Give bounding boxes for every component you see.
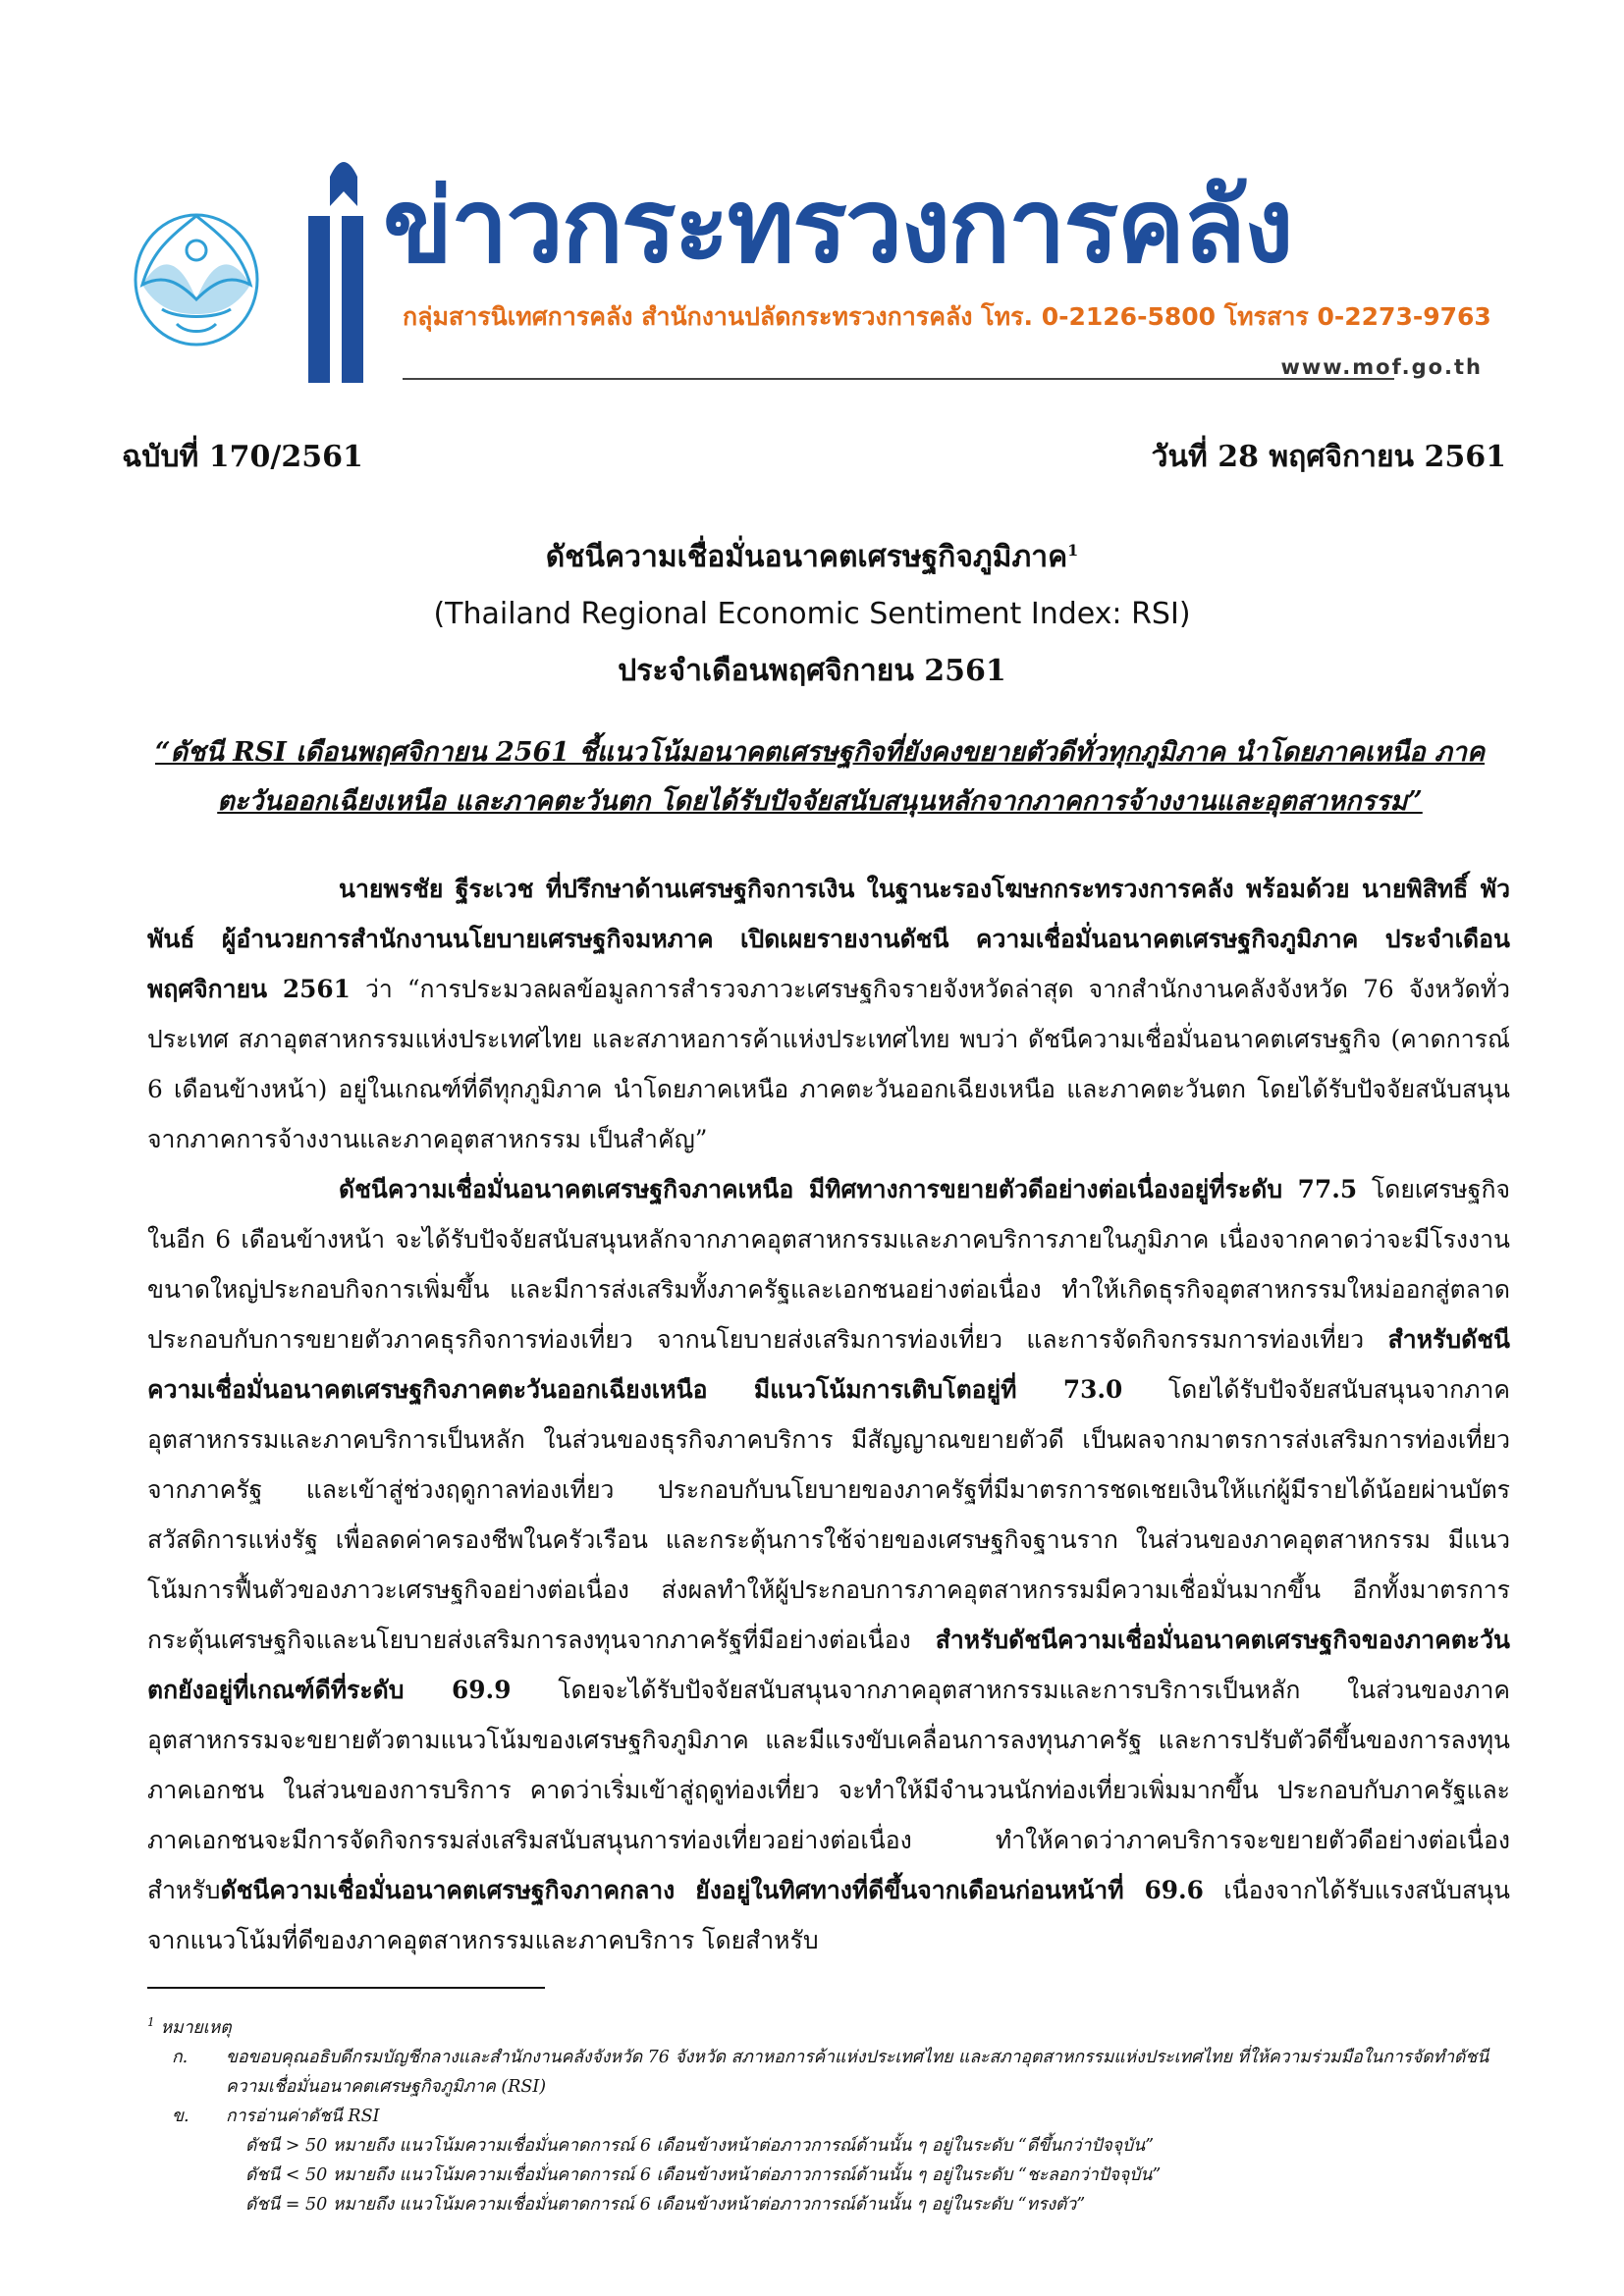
garuda-emblem-icon: [123, 191, 270, 358]
west-index-bold: สำหรับดัชนีความเชื่อมั่นอนาคตเศรษฐกิจของภาคตะวันตกยังอยู่ที่เกณฑ์ดีที่ระดับ 69.9: [147, 1626, 1510, 1704]
paragraph-1: [147, 864, 1510, 1164]
document-title: [98, 522, 1526, 700]
footnote-a-text: ขอขอบคุณอธิบดีกรมบัญชีกลางและสำนักงานคลังจังหวัด 76 จังหวัด สภาหอการค้าแห่งประเทศไทย และสภาอุตสาหกรรมแห่งประเทศไทย ที่ให้ความร่วมมือในการจัดทำดัชนีความเชื่อมั่นอนาคตเศรษฐกิจภูมิภาค (RSI): [226, 2047, 1489, 2097]
footnote-item-b: [147, 2102, 1512, 2131]
website-link[interactable]: www.mof.go.th: [1280, 355, 1483, 379]
footnote-item-a: [147, 2043, 1512, 2102]
paragraph-1-text: ว่า “การประมวลผลข้อมูลการสำรวจภาวะเศรษฐกิจรายจังหวัดล่าสุด จากสำนักงานคลังจังหวัด 76 จังหวัดทั่วประเทศ สภาอุตสาหกรรมแห่งประเทศไทย และสภาหอการค้าแห่งประเทศไทย พบว่า ดัชนีความเชื่อมั่นอนาคตเศรษฐกิจ (คาดการณ์ 6 เดือนข้างหน้า) อยู่ในเกณฑ์ที่ดีทุกภูมิภาค นำโดยภาคเหนือ ภาคตะวันออกเฉียงเหนือ และภาคตะวันตก โดยได้รับปัจจัยสนับสนุนจากภาคการจ้างงานและภาคอุตสาหกรรม เป็นสำคัญ”: [147, 975, 1510, 1153]
north-index-text: โดยเศรษฐกิจในอีก 6 เดือนข้างหน้า จะได้รับปัจจัยสนับสนุนหลักจากภาคอุตสาหกรรมและภาคบริการภายในภูมิภาค เนื่องจากคาดว่าจะมีโรงงานขนาดใหญ่ประกอบกิจการเพิ่มขึ้น และมีการส่งเสริมทั้งภาครัฐและเอกชนอย่างต่อเนื่อง ทำให้เกิดธุรกิจอุตสาหกรรมใหม่ออกสู่ตลาด ประกอบกับการขยายตัวภาคธุรกิจการท่องเที่ยว จากนโยบายส่งเสริมการท่องเที่ยว และการจัดกิจกรรมการท่องเที่ยว: [147, 1175, 1510, 1354]
title-english: (Thailand Regional Economic Sentiment Index: RSI): [433, 597, 1191, 631]
title-thai: [98, 522, 1526, 586]
footnote-heading: [147, 2007, 1512, 2043]
footnote-b-text: การอ่านค่าดัชนี RSI: [226, 2106, 380, 2126]
rsi-reading-line-3: ดัชนี = 50 หมายถึง แนวโน้มความเชื่อมั่นตาดการณ์ 6 เดือนข้างหน้าต่อภาวการณ์ด้านนั้น ๆ อยู่ในระดับ “ทรงตัว”: [245, 2194, 1086, 2215]
article-body: [147, 864, 1510, 1965]
northeast-index-text: โดยได้รับปัจจัยสนับสนุนจากภาคอุตสาหกรรมและภาคบริการเป็นหลัก ในส่วนของธุรกิจภาคบริการ มีสัญญาณขยายตัวดี เป็นผลจากมาตรการส่งเสริมการท่องเที่ยวจากภาครัฐ และเข้าสู่ช่วงฤดูกาลท่องเที่ยว ประกอบกับนโยบายของภาครัฐที่มีมาตรการชดเชยเงินให้แก่ผู้มีรายได้น้อยผ่านบัตรสวัสดิการแห่งรัฐ เพื่อลดค่าครองชีพในครัวเรือน และกระตุ้นการใช้จ่ายของเศรษฐกิจฐานราก ในส่วนของภาคอุตสาหกรรม มีแนวโน้มการฟื้นตัวของภาวะเศรษฐกิจอย่างต่อเนื่อง ส่งผลทำให้ผู้ประกอบการภาคอุตสาหกรรมมีความเชื่อมั่นมากขึ้น อีกทั้งมาตรการกระตุ้นเศรษฐกิจและนโยบายส่งเสริมการลงทุนจากภาครัฐที่มีอย่างต่อเนื่อง: [147, 1375, 1510, 1654]
issue-date: วันที่ 28 พฤศจิกายน 2561: [1151, 440, 1506, 474]
footnote-divider: [147, 1987, 545, 1989]
paragraph-1-bold-lead: นายพรชัย ฐีระเวช ที่ปรึกษาด้านเศรษฐกิจการเงิน ในฐานะรองโฆษกกระทรวงการคลัง พร้อมด้วย นายพิสิทธิ์ พัวพันธ์ ผู้อำนวยการสำนักงานนโยบายเศรษฐกิจมหภาค เปิดเผยรายงานดัชนี ความเชื่อมั่นอนาคตเศรษฐกิจภูมิภาค ประจำเดือนพฤศจิกายน 2561: [147, 875, 1510, 1003]
north-index-bold: ดัชนีความเชื่อมั่นอนาคตเศรษฐกิจภาคเหนือ มีทิศทางการขยายตัวดีอย่างต่อเนื่องอยู่ที่ระดับ 77.5: [339, 1175, 1358, 1203]
footnote-a-label: ก.: [172, 2047, 189, 2067]
central-index-bold: ดัชนีความเชื่อมั่นอนาคตเศรษฐกิจภาคกลาง ยังอยู่ในทิศทางที่ดีขึ้นจากเดือนก่อนหน้าที่ 69.6: [220, 1876, 1204, 1904]
footnote-b-label: ข.: [172, 2106, 189, 2126]
west-index-text: โดยจะได้รับปัจจัยสนับสนุนจากภาคอุตสาหกรรมและการบริการเป็นหลัก ในส่วนของภาคอุตสาหกรรมจะขยายตัวตามแนวโน้มของเศรษฐกิจภูมิภาค และมีแรงขับเคลื่อนการลงทุนภาครัฐ และการปรับตัวดีขึ้นของการลงทุนภาคเอกชน ในส่วนของการบริการ คาดว่าเริ่มเข้าสู่ฤดูท่องเที่ยว จะทำให้มีจำนวนนักท่องเที่ยวเพิ่มมากขึ้น ประกอบกับภาครัฐและภาคเอกชนจะมีการจัดกิจกรรมส่งเสริมสนับสนุนการท่องเที่ยวอย่างต่อเนื่อง ทำให้คาดว่าภาคบริการจะขยายตัวดีอย่างต่อเนื่อง สำหรับ: [147, 1676, 1511, 1904]
rsi-reading-line-2: ดัชนี < 50 หมายถึง แนวโน้มความเชื่อมั่นคาดการณ์ 6 เดือนข้างหน้าต่อภาวการณ์ด้านนั้น ๆ อยู่ในระดับ “ชะลอกว่าปัจจุบัน”: [245, 2164, 1162, 2185]
title-line1: ดัชนีความเชื่อมั่นอนาคตเศรษฐกิจภูมิภาค: [545, 540, 1068, 574]
title-month: ประจำเดือนพฤศจิกายน 2561: [618, 654, 1006, 688]
paragraph-2: [147, 1164, 1510, 1965]
brand-subtitle: กลุ่มสารนิเทศการคลัง สำนักงานปลัดกระทรวงการคลัง โทร. 0-2126-5800 โทรสาร 0-2273-9763: [403, 302, 1491, 331]
rsi-reading-line-1: ดัชนี > 50 หมายถึง แนวโน้มความเชื่อมั่นคาดการณ์ 6 เดือนข้างหน้าต่อภาวการณ์ด้านนั้น ๆ อยู่ในระดับ “ดีขึ้นกว่าปัจจุบัน”: [245, 2135, 1155, 2156]
headline-quote: “ดัชนี RSI เดือนพฤศจิกายน 2561 ชี้แนวโน้มอนาคตเศรษฐกิจที่ยังคงขยายตัวดีทั่วทุกภูมิภาค นำโดยภาคเหนือ ภาคตะวันออกเฉียงเหนือ และภาคตะวันตก โดยได้รับปัจจัยสนับสนุนหลักจากภาคการจ้างงานและอุตสาหกรรม”: [154, 737, 1486, 817]
central-index-text: เนื่องจากได้รับแรงสนับสนุนจากแนวโน้มที่ดีของภาคอุตสาหกรรมและภาคบริการ โดยสำหรับ: [147, 1876, 1510, 1954]
header-divider: [403, 378, 1394, 380]
footnote-heading-text: หมายเหตุ: [160, 2017, 232, 2038]
footnote-mark: 1: [147, 2015, 155, 2029]
brand-logo-mark-icon: [295, 147, 373, 383]
issue-number: ฉบับที่ 170/2561: [122, 440, 363, 474]
northeast-index-bold: สำหรับดัชนีความเชื่อมั่นอนาคตเศรษฐกิจภาคตะวันออกเฉียงเหนือ มีแนวโน้มการเติบโตอยู่ที่ 73.0: [147, 1325, 1510, 1404]
title-footnote-ref[interactable]: 1: [1067, 541, 1079, 560]
brand-title: ข่าวกระทรวงการคลัง: [383, 166, 1292, 286]
letterhead: [123, 137, 1517, 393]
footnote: [147, 2007, 1512, 2219]
